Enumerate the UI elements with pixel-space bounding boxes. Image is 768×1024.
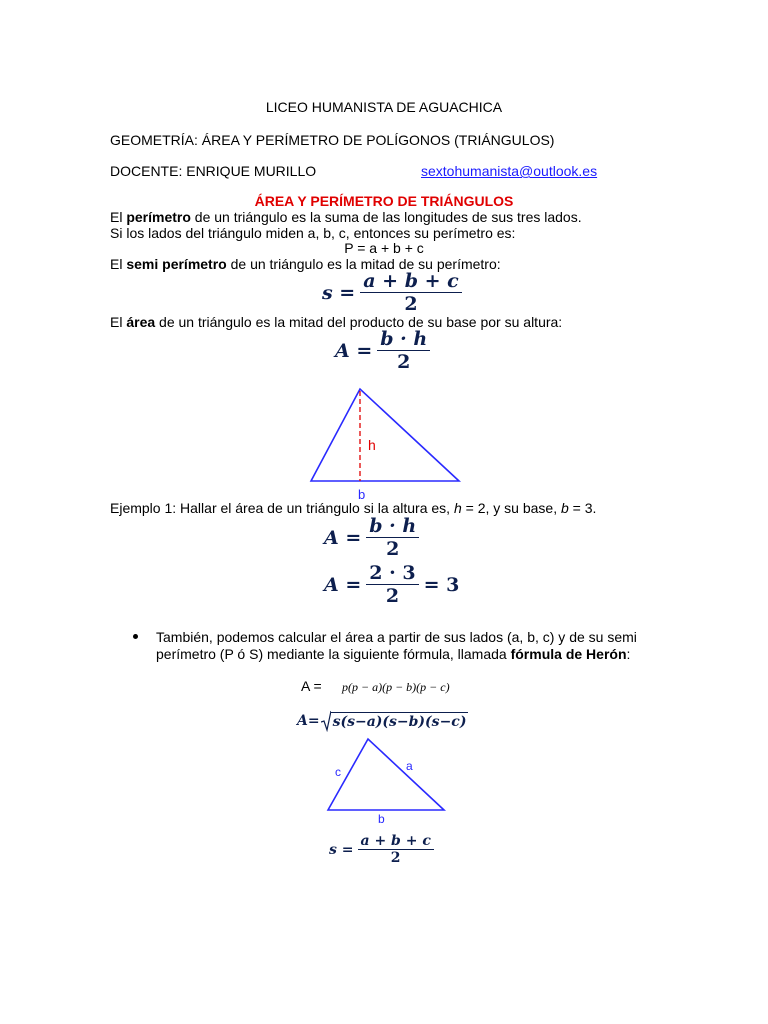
section-title: ÁREA Y PERÍMETRO DE TRIÁNGULOS: [254, 193, 514, 209]
heron-plain-lhs: A =: [301, 678, 322, 694]
base-label: b: [358, 487, 366, 502]
side-a-label: a: [406, 759, 413, 773]
heron-text-line-1: También, podemos calcular el área a partir de sus lados (a, b, c) y de su semi: [156, 629, 637, 645]
email-link[interactable]: sextohumanista@outlook.es: [421, 163, 598, 179]
triangle-1-outline: [311, 389, 459, 481]
teacher-line: DOCENTE: ENRIQUE MURILLO: [110, 163, 317, 179]
example-1-text: Ejemplo 1: Hallar el área de un triángulo si la altura es, h = 2, y su base, b = 3.: [110, 500, 597, 516]
semi-perimeter-formula: s = $\frac{a + b + c}{2}$: [322, 270, 462, 315]
side-b-label: b: [378, 812, 385, 826]
semi-perimeter-formula-small: s = $\frac{a + b + c}{2}$: [329, 833, 434, 866]
heron-text-line-2: perímetro (P ó S) mediante la siguiente fórmula, llamada fórmula de Herón:: [156, 646, 631, 662]
area-definition: El área de un triángulo es la mitad del producto de su base por su altura:: [110, 314, 563, 330]
triangle-sides-diagram: [320, 732, 460, 828]
school-name: LICEO HUMANISTA DE AGUACHICA: [265, 99, 503, 115]
height-label: h: [368, 437, 376, 453]
perimeter-definition: El perímetro de un triángulo es la suma de las longitudes de sus tres lados.: [110, 209, 582, 225]
perimeter-formula: P = a + b + c: [344, 240, 424, 256]
list-bullet: [133, 634, 138, 639]
square-root-icon: [321, 710, 331, 732]
example-formula: A = $\frac{b \cdot h}{2}$: [324, 515, 419, 560]
semi-perimeter-definition: El semi perímetro de un triángulo es la mitad de su perímetro:: [110, 256, 501, 272]
example-calculation: A = $\frac{2 \cdot 3}{2}$ = 3: [324, 562, 460, 607]
sides-line: Si los lados del triángulo miden a, b, c, entonces su perímetro es:: [110, 225, 516, 241]
triangle-height-diagram: [300, 382, 470, 502]
heron-plain-radicand: p(p − a)(p − b)(p − c): [342, 680, 450, 694]
area-formula: A = $\frac{b \cdot h}{2}$: [335, 328, 430, 373]
side-c-label: c: [335, 765, 341, 779]
subject-line: GEOMETRÍA: ÁREA Y PERÍMETRO DE POLÍGONOS (TRIÁNGULOS): [110, 132, 555, 148]
heron-formula: A= s(s−a)(s−b)(s−c): [297, 710, 468, 732]
triangle-2-outline: [328, 739, 444, 810]
